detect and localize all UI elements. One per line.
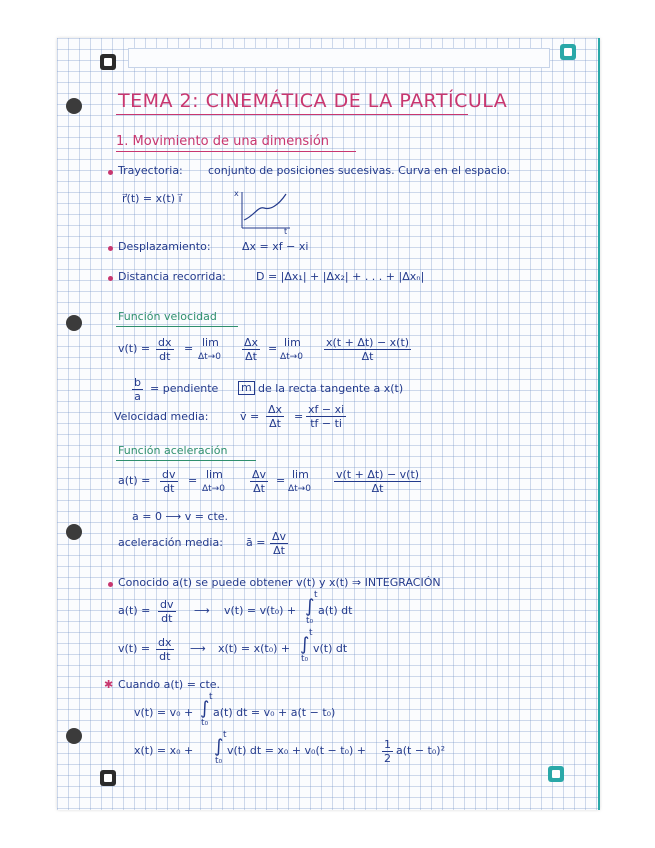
fraction-denominator: Δt bbox=[269, 417, 281, 430]
trayectoria-label: Trayectoria: bbox=[118, 164, 183, 177]
integrand: v(t) dt bbox=[313, 642, 348, 655]
limit-operator: lim bbox=[206, 468, 223, 481]
fraction bbox=[266, 403, 284, 430]
integral-sign: ∫ bbox=[300, 634, 310, 655]
fraction-numerator: v(t + Δt) − v(t) bbox=[336, 468, 420, 481]
corner-mark-icon bbox=[560, 44, 576, 60]
pendiente-text: = pendiente bbox=[150, 382, 219, 395]
limit-subscript: Δt→0 bbox=[280, 352, 303, 362]
slope-box: m bbox=[238, 381, 255, 395]
integral-sign: ∫ bbox=[214, 736, 224, 757]
fraction bbox=[334, 468, 421, 495]
trayectoria-text: conjunto de posiciones sucesivas. Curva en el espacio. bbox=[208, 164, 510, 177]
fraction-numerator: dv bbox=[162, 468, 176, 481]
fraction bbox=[270, 530, 288, 557]
integracion-x-equation: x(t) = x(t₀) + bbox=[218, 642, 291, 655]
fraction-numerator: Δx bbox=[244, 336, 259, 349]
limit-operator: lim bbox=[202, 336, 219, 349]
aceleracion-lhs: a(t) = bbox=[118, 474, 151, 487]
fraction-numerator: 1 bbox=[384, 738, 391, 751]
integral-upper-limit: t bbox=[309, 628, 313, 638]
fraction-denominator: Δt bbox=[361, 350, 374, 363]
pendiente-tail: de la recta tangente a x(t) bbox=[258, 382, 404, 395]
fraction-numerator: b bbox=[134, 376, 141, 389]
fraction-denominator: Δt bbox=[253, 482, 265, 495]
distancia-equation: D = |Δx₁| + |Δx₂| + . . . + |Δxₙ| bbox=[256, 270, 425, 283]
integral-sign: ∫ bbox=[305, 596, 315, 617]
velocidad-lhs: v(t) = bbox=[118, 342, 151, 355]
limit-operator: lim bbox=[292, 468, 309, 481]
fraction-denominator: a bbox=[134, 390, 141, 403]
integral-lower-limit: t₀ bbox=[201, 718, 209, 728]
fraction bbox=[156, 336, 174, 363]
fraction bbox=[132, 376, 143, 403]
fraction-numerator: x(t + Δt) − x(t) bbox=[326, 336, 410, 349]
trayectoria-equation: r⃗(t) = x(t) i⃗ bbox=[122, 192, 182, 205]
equals-sign: = bbox=[276, 474, 286, 487]
integral-upper-limit: t bbox=[209, 692, 213, 702]
equals-sign: = bbox=[268, 342, 278, 355]
integral-lower-limit: t₀ bbox=[306, 616, 314, 626]
integral-lower-limit: t₀ bbox=[215, 756, 223, 766]
corner-mark-icon bbox=[548, 766, 564, 782]
fraction-denominator: dt bbox=[163, 482, 175, 495]
velocidad-heading: Función velocidad bbox=[118, 310, 217, 323]
distancia-label: Distancia recorrida: bbox=[118, 270, 226, 283]
fraction bbox=[160, 468, 178, 495]
header-bar bbox=[128, 48, 550, 68]
bullet-icon bbox=[108, 582, 113, 587]
section-heading: 1. Movimiento de una dimensión bbox=[116, 134, 330, 149]
integral-sign: ∫ bbox=[200, 698, 210, 719]
graph-axis-label: t bbox=[284, 227, 288, 234]
binder-hole bbox=[66, 315, 82, 331]
graph-axis-label: x bbox=[234, 189, 239, 198]
fraction bbox=[250, 468, 268, 495]
cuando-x-equation: x(t) = x₀ + bbox=[134, 744, 194, 757]
bullet-icon bbox=[108, 276, 113, 281]
limit-subscript: Δt→0 bbox=[288, 484, 311, 494]
heading-underline bbox=[116, 326, 238, 327]
fraction-numerator: dv bbox=[160, 598, 174, 611]
fraction-denominator: tf − ti bbox=[310, 417, 342, 430]
heading-underline bbox=[116, 460, 256, 461]
cuando-x-integrand: v(t) dt = x₀ + v₀(t − t₀) + bbox=[227, 744, 366, 757]
fraction-denominator: dt bbox=[159, 650, 171, 663]
cuando-v-integrand: a(t) dt = v₀ + a(t − t₀) bbox=[213, 706, 336, 719]
limit-subscript: Δt→0 bbox=[202, 484, 225, 494]
fraction bbox=[382, 738, 393, 765]
cuando-x-tail: a(t − t₀)² bbox=[396, 744, 445, 757]
fraction bbox=[156, 636, 174, 663]
integral-lower-limit: t₀ bbox=[301, 654, 309, 664]
title-underline bbox=[116, 114, 468, 115]
limit-subscript: Δt→0 bbox=[198, 352, 221, 362]
aceleracion-media-label: aceleración media: bbox=[118, 536, 223, 549]
integracion-v-lhs: v(t) = bbox=[118, 642, 151, 655]
cuando-label: Cuando a(t) = cte. bbox=[118, 678, 221, 691]
velocidad-media-lhs: v̄ = bbox=[240, 410, 260, 423]
aceleracion-cte: a = 0 ⟶ v = cte. bbox=[132, 510, 229, 523]
page-title: TEMA 2: CINEMÁTICA DE LA PARTÍCULA bbox=[118, 90, 508, 112]
fraction-denominator: Δt bbox=[245, 350, 257, 363]
fraction-numerator: Δv bbox=[252, 468, 267, 481]
arrow-icon: ⟶ bbox=[190, 642, 206, 655]
equals-sign: = bbox=[184, 342, 194, 355]
integracion-a-lhs: a(t) = bbox=[118, 604, 151, 617]
trajectory-graph bbox=[232, 188, 292, 234]
fraction-denominator: dt bbox=[159, 350, 171, 363]
fraction-numerator: Δv bbox=[272, 530, 287, 543]
fraction-denominator: 2 bbox=[384, 752, 391, 765]
limit-operator: lim bbox=[284, 336, 301, 349]
star-icon: ✱ bbox=[104, 678, 114, 691]
section-underline bbox=[116, 151, 356, 152]
cuando-v-equation: v(t) = v₀ + bbox=[134, 706, 194, 719]
fraction-numerator: dx bbox=[158, 636, 172, 649]
equals-sign: = bbox=[294, 410, 304, 423]
integrand: a(t) dt bbox=[318, 604, 353, 617]
velocidad-media-label: Velocidad media: bbox=[114, 410, 209, 423]
fraction bbox=[158, 598, 176, 625]
integral-upper-limit: t bbox=[223, 730, 227, 740]
integracion-v-equation: v(t) = v(t₀) + bbox=[224, 604, 297, 617]
aceleracion-media-lhs: ā = bbox=[246, 536, 266, 549]
bullet-icon bbox=[108, 170, 113, 175]
equals-sign: = bbox=[188, 474, 198, 487]
integracion-intro: Conocido a(t) se puede obtener v(t) y x(t) ⇒ INTEGRACIÓN bbox=[118, 576, 441, 589]
binder-hole bbox=[66, 98, 82, 114]
fraction bbox=[324, 336, 411, 363]
desplazamiento-equation: Δx = xf − xi bbox=[242, 240, 309, 253]
desplazamiento-label: Desplazamiento: bbox=[118, 240, 211, 253]
fraction-numerator: dx bbox=[158, 336, 172, 349]
corner-mark-icon bbox=[100, 770, 116, 786]
aceleracion-heading: Función aceleración bbox=[118, 444, 228, 457]
fraction bbox=[306, 403, 346, 430]
corner-mark-icon bbox=[100, 54, 116, 70]
fraction-denominator: Δt bbox=[371, 482, 384, 495]
integral-upper-limit: t bbox=[314, 590, 318, 600]
bullet-icon bbox=[108, 246, 113, 251]
fraction-denominator: dt bbox=[161, 612, 173, 625]
arrow-icon: ⟶ bbox=[194, 604, 210, 617]
binder-hole bbox=[66, 728, 82, 744]
binder-hole bbox=[66, 524, 82, 540]
fraction-numerator: xf − xi bbox=[308, 403, 345, 416]
fraction-denominator: Δt bbox=[273, 544, 285, 557]
fraction-numerator: Δx bbox=[268, 403, 283, 416]
fraction bbox=[242, 336, 260, 363]
